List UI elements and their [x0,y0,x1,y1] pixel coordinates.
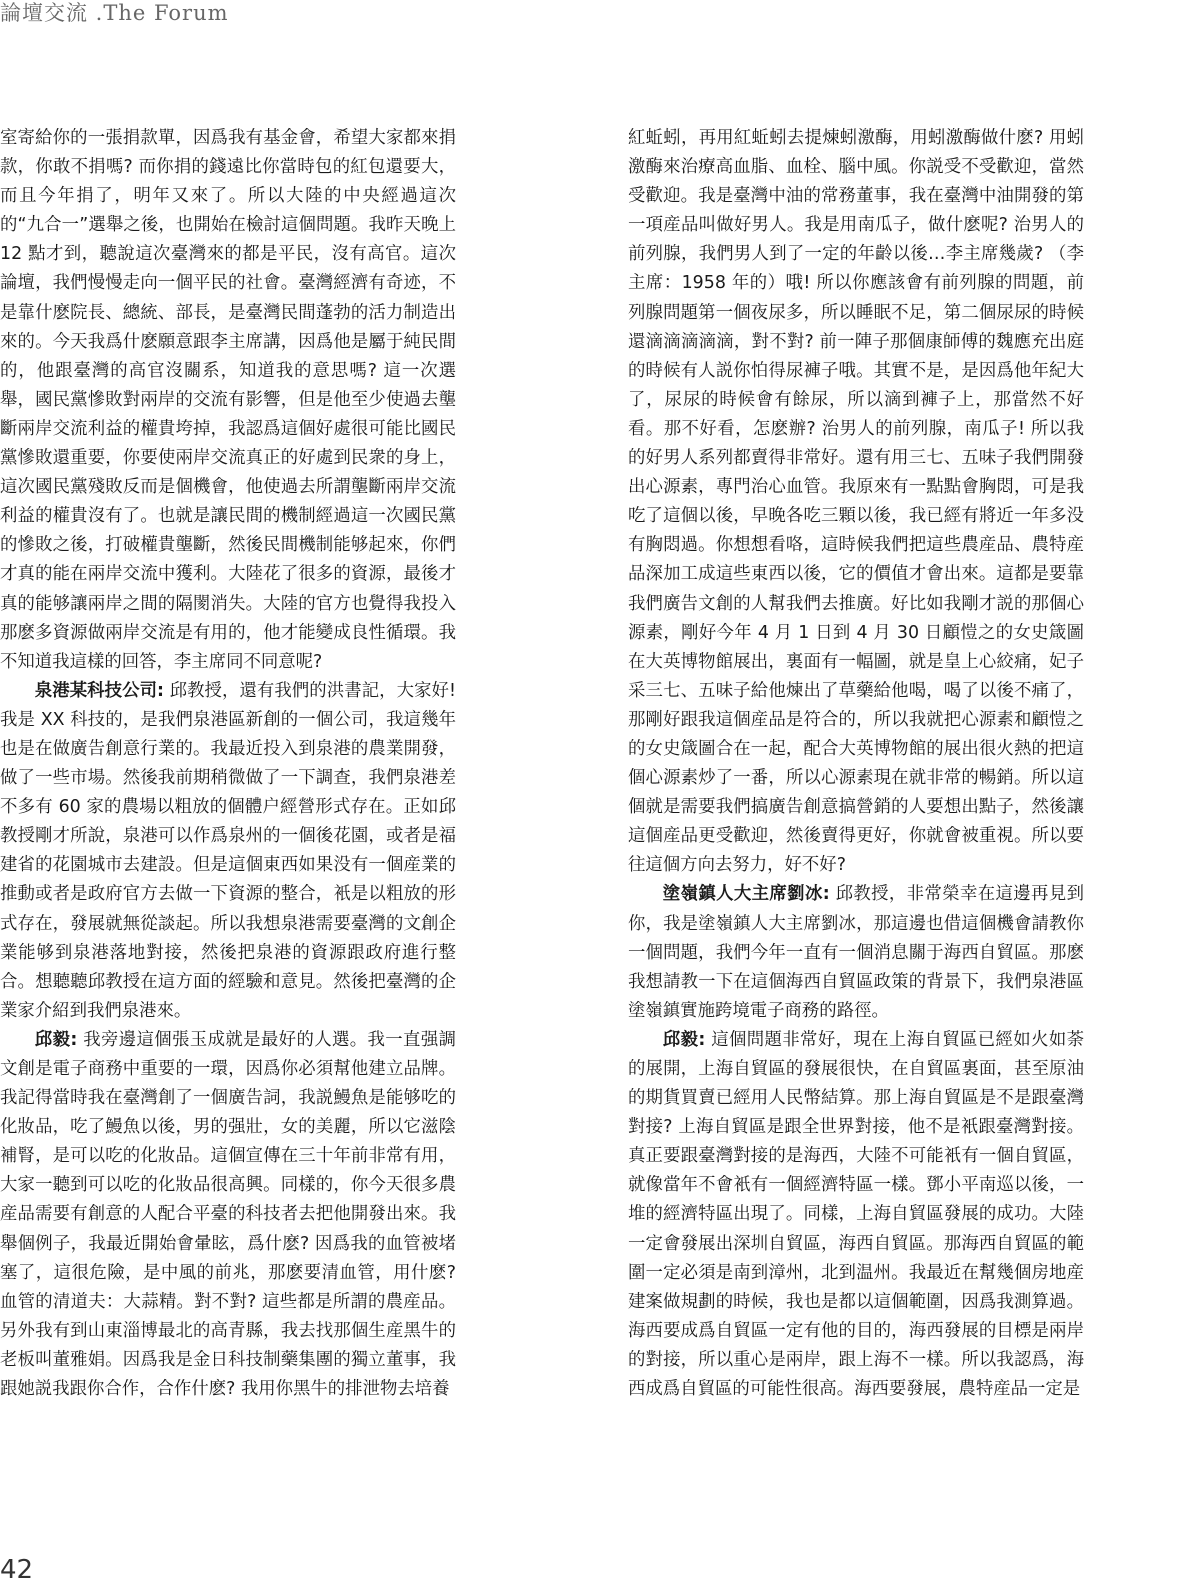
paragraph-text: 這個問題非常好，現在上海自貿區已經如火如荼的展開，上海自貿區的發展很快，在自貿區裏面，甚至原油的期貨買賣已經用人民幣結算。那上海自貿區是不是跟臺灣對接? 上海自貿區是跟全世界對接，他不是衹跟臺灣對接。真正要跟臺灣對接的是海西，大陸不可能衹有一個自貿區，就像當年不會衹有一個經濟特區一樣。鄧小平南巡以後，一堆的經濟特區出現了。同樣，上海自貿區發展的成功。大陸一定會發展出深圳自貿區，海西自貿區。那海西自貿區的範圍一定必須是南到漳州，北到温州。我最近在幫幾個房地産建案做規劃的時候，我也是都以這個範圍，因爲我測算過。海西要成爲自貿區一定有他的目的，海西發展的目標是兩岸的對接，所以重心是兩岸，跟上海不一樣。所以我認爲，海西成爲自貿區的可能性很高。海西要發展，農特産品一定是 [628,1029,1084,1400]
paragraph-text: 紅蚯蚓，再用紅蚯蚓去提煉蚓激酶，用蚓激酶做什麽? 用蚓激酶來治療高血脂、血栓、腦中風。你説受不受歡迎，當然受歡迎。我是臺灣中油的常務董事，我在臺灣中油開發的第一項産品叫做好男人。我是用南瓜子，做什麽呢? 治男人的前列腺，我們男人到了一定的年齡以後…李主席幾歲? （李主席：1958 年的）哦! 所以你應該會有前列腺的問題，前列腺問題第一個夜尿多，所以睡眠不足，第二個尿尿的時候還滴滴滴滴滴，對不對? 前一陣子那個康師傅的魏應充出庭的時候有人説你怕得尿褲子哦。其實不是，是因爲他年紀大了，尿尿的時候會有餘尿，所以滴到褲子上，那當然不好看。那不好看，怎麽辦? 治男人的前列腺，南瓜子! 所以我的好男人系列都賣得非常好。還有用三七、五味子我們開發出心源素，專門治心血管。我原來有一點點會胸悶，可是我吃了這個以後，早晚各吃三顆以後，我已經有將近一年多没有胸悶過。你想想看咯，這時候我們把這些農産品、農特産品深加工成這些東西以後，它的價值才會出來。這都是要靠我們廣告文創的人幫我們去推廣。好比如我剛才説的那個心源素，剛好今年 4 月 1 日到 4 月 30 日顧愷之的女史箴圖在大英博物館展出，裏面有一幅圖，就是皇上心絞痛，妃子采三七、五味子給他煉出了草藥給他喝，喝了以後不痛了，那剛好跟我這個産品是符合的，所以我就把心源素和顧愷之的女史箴圖合在一起，配合大英博物館的展出很火熱的把這個心源素炒了一番，所以心源素現在就非常的暢銷。所以這個就是需要我們搞廣告創意搞營銷的人要想出點子，然後讓這個産品更受歡迎，然後賣得更好，你就會被重視。所以要往這個方向去努力，好不好? [628,128,1084,876]
left-column [0,124,456,1404]
paragraph-text: 室寄給你的一張捐款單，因爲我有基金會，希望大家都來捐款，你敢不捐嗎? 而你捐的錢遠比你當時包的紅包還要大，而且今年捐了，明年又來了。所以大陸的中央經過這次的“九合一”選舉之後，也開始在檢討這個問題。我昨天晚上 12 點才到，聽說這次臺灣來的都是平民，沒有高官。這次論壇，我們慢慢走向一個平民的社會。臺灣經濟有奇迹，不是靠什麽院長、總統、部長，是臺灣民間蓬勃的活力制造出來的。今天我爲什麽願意跟李主席講，因爲他是屬于純民間的，他跟臺灣的高官沒關系，知道我的意思嗎? 這一次選舉，國民黨慘敗對兩岸的交流有影響，但是他至少使過去壟斷兩岸交流利益的權貴垮掉，我認爲這個好處很可能比國民黨慘敗還重要，你要使兩岸交流真正的好處到民衆的身上，這次國民黨殘敗反而是個機會，他使過去所謂壟斷兩岸交流利益的權貴沒有了。也就是讓民間的機制經過這一次國民黨的慘敗之後，打破權貴壟斷，然後民間機制能够起來，你們才真的能在兩岸交流中獲利。大陸花了很多的資源，最後才真的能够讓兩岸之間的隔閡消失。大陸的官方也覺得我投入那麽多資源做兩岸交流是有用的，他才能變成良性循環。我不知道我這樣的回答，李主席同不同意呢? [0,128,456,672]
paragraph [0,1026,456,1404]
paragraph [628,880,1084,1025]
paragraph [628,124,1084,880]
speaker-name: 塗嶺鎮人大主席劉冰: [662,884,830,905]
paragraph [0,124,456,677]
paragraph [628,1026,1084,1404]
speaker-name: 邱毅: [662,1029,706,1050]
paragraph-text: 我旁邊這個張玉成就是最好的人選。我一直强調文創是電子商務中重要的一環，因爲你必須幫他建立品牌。我記得當時我在臺灣創了一個廣告詞，我説鰻魚是能够吃的化妝品，吃了鰻魚以後，男的强壯，女的美麗，所以它滋陰補腎，是可以吃的化妝品。這個宣傳在三十年前非常有用，大家一聽到可以吃的化妝品很高興。同樣的，你今天很多農産品需要有創意的人配合平臺的科技者去把他開發出來。我舉個例子，我最近開始會暈眩，爲什麽? 因爲我的血管被堵塞了，這很危險，是中風的前兆，那麽要清血管，用什麽? 血管的清道夫：大蒜精。對不對? 這些都是所謂的農産品。另外我有到山東淄博最北的高青縣，我去找那個生産黑牛的老板叫董雅娟。因爲我是金日科技制藥集團的獨立董事，我跟她説我跟你合作，合作什麽? 我用你黑牛的排泄物去培養 [0,1029,456,1400]
page-number: 42 [0,1555,34,1585]
right-column [628,124,1084,1404]
speaker-name: 泉港某科技公司: [34,680,164,701]
paragraph-text: 邱教授，非常榮幸在這邊再見到你，我是塗嶺鎮人大主席劉冰，那這邊也借這個機會請教你一個問題，我們今年一直有一個消息關于海西自貿區。那麽我想請教一下在這個海西自貿區政策的背景下，我們泉港區塗嶺鎮實施跨境電子商務的路徑。 [628,884,1084,1021]
running-header: 論壇交流 .The Forum [0,1,229,25]
paragraph [0,677,456,1026]
speaker-name: 邱毅: [34,1029,78,1050]
paragraph-text: 邱教授，還有我們的洪書記，大家好! 我是 XX 科技的，是我們泉港區新創的一個公司，我這幾年也是在做廣告創意行業的。我最近投入到泉港的農業開發，做了一些市場。然後我前期稍微做了一下調查，我們泉港差不多有 60 家的農場以粗放的個體户經營形式存在。正如邱教授剛才所說，泉港可以作爲泉州的一個後花園，或者是福建省的花園城市去建設。但是這個東西如果没有一個産業的推動或者是政府官方去做一下資源的整合，衹是以粗放的形式存在，發展就無從談起。所以我想泉港需要臺灣的文創企業能够到泉港落地對接，然後把泉港的資源跟政府進行整合。想聽聽邱教授在這方面的經驗和意見。然後把臺灣的企業家介紹到我們泉港來。 [0,680,456,1021]
